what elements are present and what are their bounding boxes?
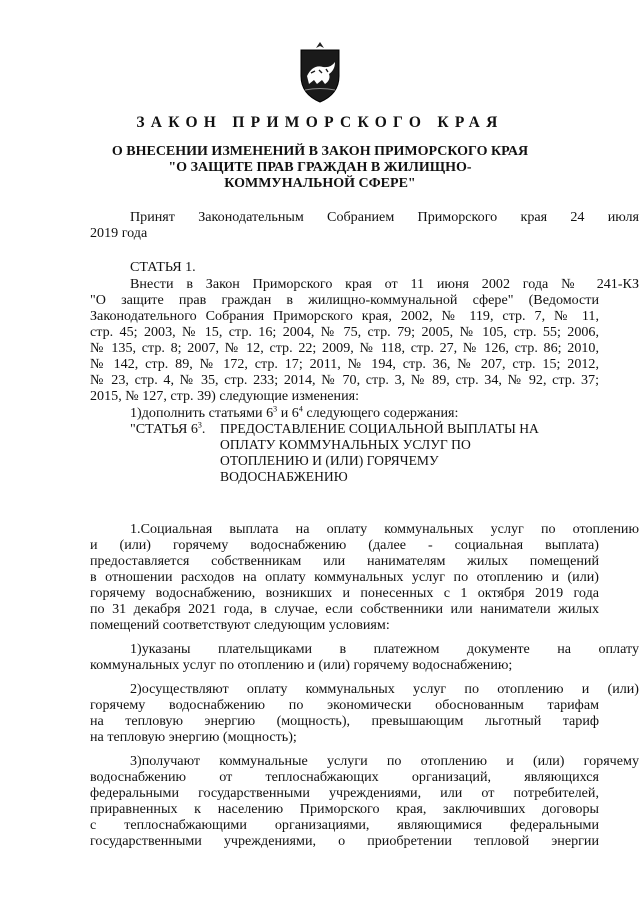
new-article-heading-line: ОТОПЛЕНИЮ И (ИЛИ) ГОРЯЧЕМУ (220, 453, 439, 468)
law-subtitle (100, 144, 540, 192)
new-article-heading-line: ВОДОСНАБЖЕНИЮ (220, 469, 348, 484)
new-article-heading-line: ОПЛАТУ КОММУНАЛЬНЫХ УСЛУГ ПО (220, 437, 471, 452)
condition-1-line: коммунальных услуг по отоплению и (или) горячему водоснабжению; (90, 657, 513, 673)
condition-3-line: водоснабжению от теплоснабжающих организаций, являющихся (90, 769, 599, 785)
body-line: стр. 45; 2003, № 15, стр. 16; 2004, № 75, стр. 79; 2005, № 105, стр. 55; 2006, (90, 324, 599, 340)
body-line: Законодательного Собрания Приморского края, 2002, № 119, стр. 7, № 11, (90, 308, 599, 324)
body-line: 2015, № 127, стр. 39) следующие изменения: (90, 388, 360, 404)
condition-1-line: 1)указаны плательщиками в платежном документе на оплату (130, 641, 639, 657)
point-1-line: помещений соответствуют следующим условиям: (90, 617, 390, 633)
subtitle-line: О ВНЕСЕНИИ ИЗМЕНЕНИЙ В ЗАКОН ПРИМОРСКОГО КРАЯ (111, 144, 529, 159)
body-line: № 135, стр. 8; 2007, № 12, стр. 22; 2009, № 118, стр. 27, № 126, стр. 86; 2010, (90, 340, 599, 356)
subtitle-line: "О ЗАЩИТЕ ПРАВ ГРАЖДАН В ЖИЛИЩНО- (168, 160, 472, 175)
new-article-heading-line: ПРЕДОСТАВЛЕНИЕ СОЦИАЛЬНОЙ ВЫПЛАТЫ НА (220, 421, 539, 436)
law-title: ЗАКОН ПРИМОРСКОГО КРАЯ (136, 114, 504, 131)
point-1-line: и (или) горячему водоснабжению (далее - социальная выплата) (90, 537, 599, 553)
condition-3-line: 3)получают коммунальные услуги по отоплению и (или) горячему (130, 753, 639, 769)
point-1-line: в отношении расходов на оплату коммунальных услуг по отоплению и (или) (90, 569, 599, 585)
primorsky-coat-of-arms-icon (295, 40, 345, 104)
subtitle-line: КОММУНАЛЬНОЙ СФЕРЕ" (224, 176, 416, 191)
condition-2-line: горячему водоснабжению по экономически обоснованным тарифам (90, 697, 599, 713)
body-line: Внести в Закон Приморского края от 11 июня 2002 года № 241-КЗ (130, 276, 639, 292)
condition-3-line: государственными учреждениями, о приобретении тепловой энергии (90, 833, 599, 849)
condition-3-line: приравненных к населению Приморского края, заключивших договоры (90, 801, 599, 817)
condition-2-line: 2)осуществляют оплату коммунальных услуг по отоплению и (или) (130, 681, 639, 697)
new-article-prefix: "СТАТЬЯ $6^3$. (130, 421, 206, 437)
body-line: № 142, стр. 89, № 172, стр. 17; 2011, № 194, стр. 36, № 207, стр. 15; 2012, (90, 356, 599, 372)
article-label: СТАТЬЯ 1. (130, 259, 196, 275)
adoption-note: Принят Законодательным Собранием Приморского края 24 июля (130, 209, 639, 225)
adoption-note-cont: 2019 года (90, 225, 148, 241)
condition-3-line: с теплоснабжающими организациями, являющимися федеральными (90, 817, 599, 833)
condition-2-line: на тепловую энергию (мощность); (90, 729, 297, 745)
body-line: "О защите прав граждан в жилищно-коммунальной сфере" (Ведомости (90, 292, 599, 308)
point-1-line: 1.Социальная выплата на оплату коммунальных услуг по отоплению (130, 521, 639, 537)
point-1-line: предоставляется собственникам или нанимателям жилых помещений (90, 553, 599, 569)
item-1: 1)дополнить статьями $6^3$ и $6^4$ следующего содержания: (130, 405, 459, 421)
condition-2-line: на тепловую энергию (мощность), превышающим льготный тариф (90, 713, 599, 729)
condition-3-line: федеральными государственными учреждениями, или от потребителей, (90, 785, 599, 801)
point-1-line: по 31 декабря 2021 года, в случае, если собственники или наниматели жилых (90, 601, 599, 617)
body-line: № 23, стр. 4, № 35, стр. 233; 2014, № 70, стр. 3, № 89, стр. 34, № 92, стр. 37; (90, 372, 599, 388)
point-1-line: горячему водоснабжению, возникших и понесенных с 1 октября 2019 года (90, 585, 599, 601)
